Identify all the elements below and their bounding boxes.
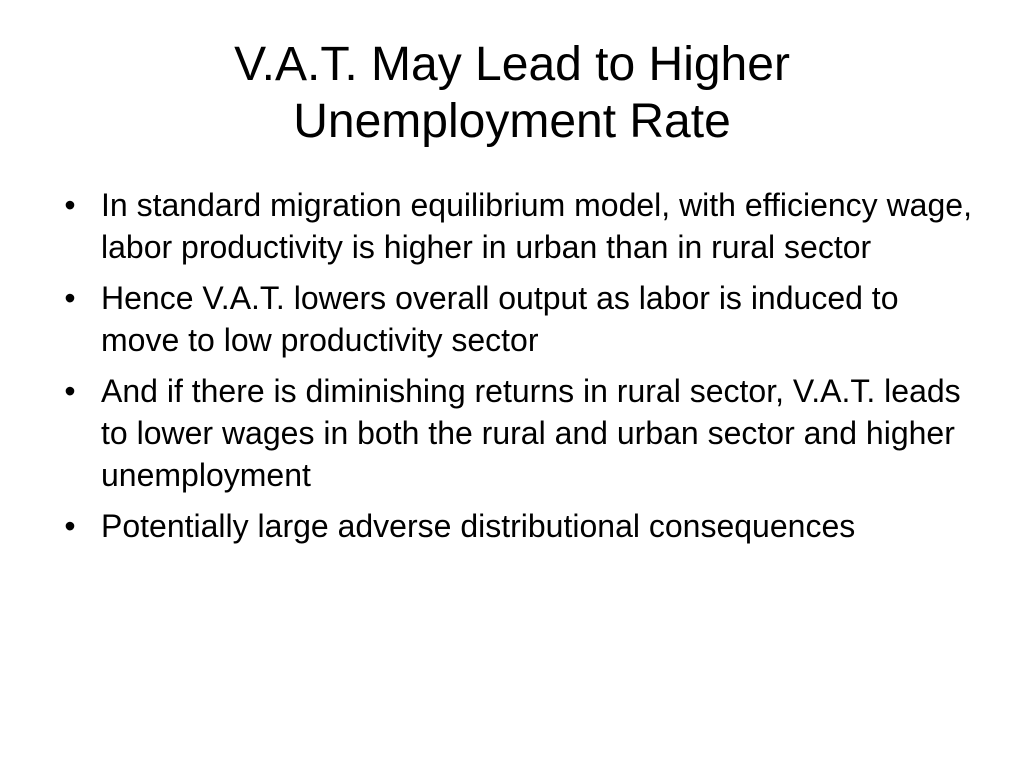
bullet-marker-icon: • <box>64 187 76 223</box>
bullet-item-3 <box>60 370 980 496</box>
slide-title-line-2: Unemployment Rate <box>293 95 731 148</box>
bullet-marker-icon: • <box>64 280 76 316</box>
bullet-item-2 <box>60 277 980 361</box>
bullet-text-1: In standard migration equilibrium model, with efficiency wage, labor productivity is higher in urban than in rural sector <box>101 187 972 265</box>
bullet-text-3: And if there is diminishing returns in rural sector, V.A.T. leads to lower wages in both the rural and urban sector and higher unemployment <box>101 373 961 493</box>
bullet-item-4 <box>60 505 980 547</box>
slide-title <box>60 36 964 150</box>
slide-title-line-1: V.A.T. May Lead to Higher <box>234 38 790 91</box>
bullet-text-2: Hence V.A.T. lowers overall output as labor is induced to move to low productivity sector <box>101 280 899 358</box>
bullet-item-1 <box>60 184 980 268</box>
bullet-marker-icon: • <box>64 373 76 409</box>
bullet-text-4: Potentially large adverse distributional consequences <box>101 508 856 544</box>
bullet-marker-icon: • <box>64 508 76 544</box>
bullet-list <box>60 184 980 556</box>
